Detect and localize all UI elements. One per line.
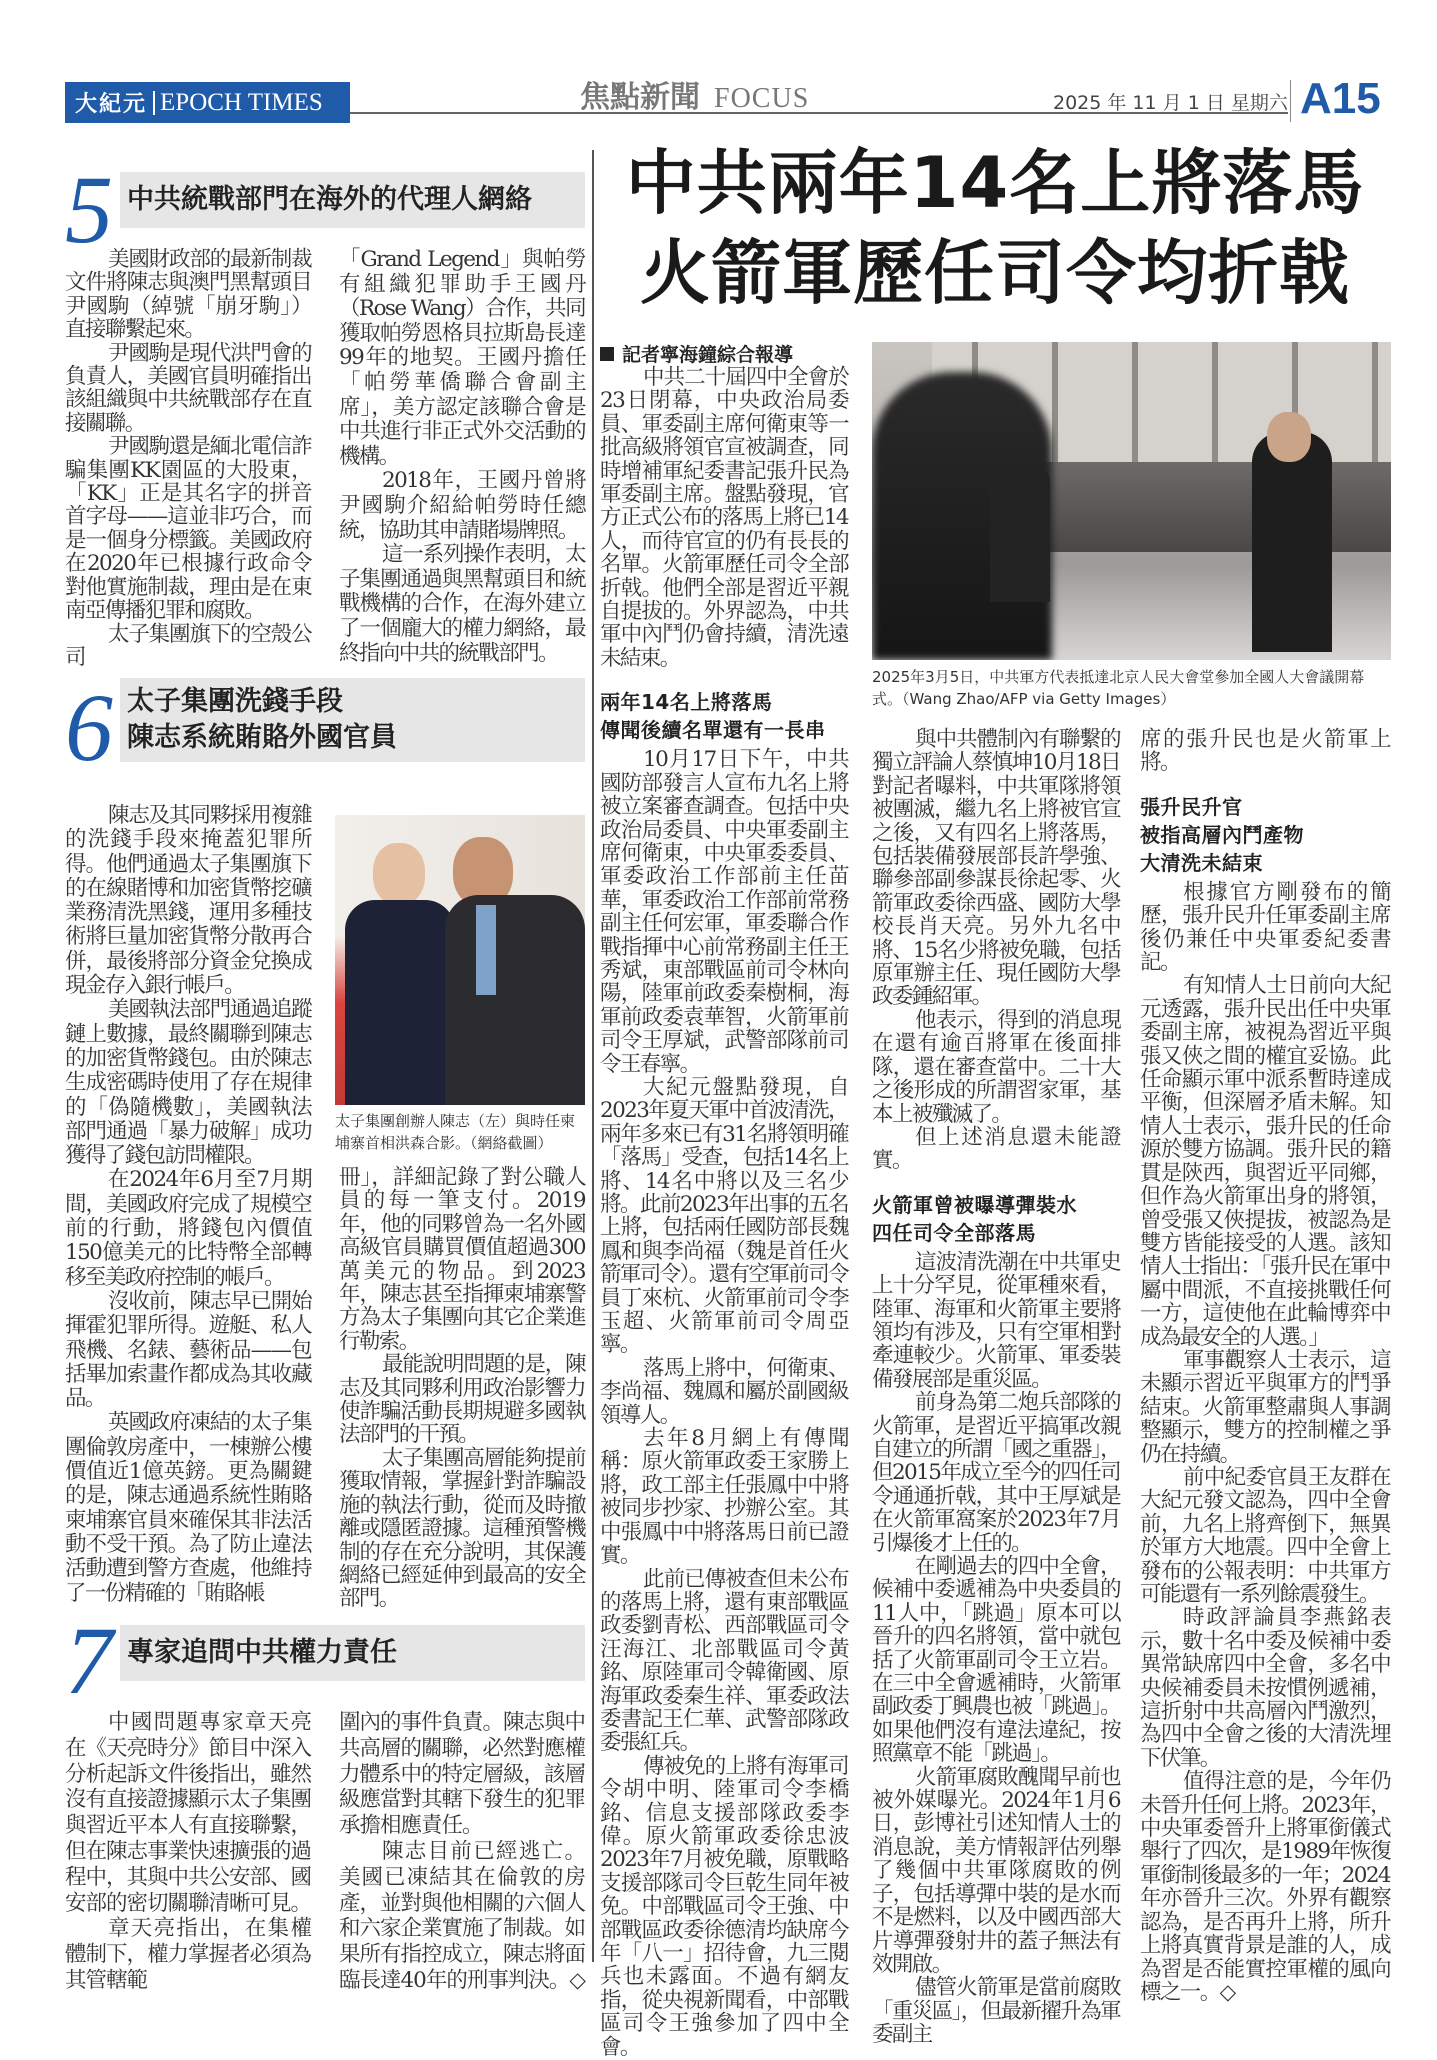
main-col3 [1140, 728, 1390, 2004]
square-bullet-icon [600, 347, 614, 361]
sec5-col1 [65, 248, 311, 669]
column-divider [592, 150, 594, 1962]
section-7-header [65, 1607, 585, 1714]
logo-divider [153, 91, 155, 115]
main-photo-caption: 2025年3月5日，中共軍方代表抵達北京人民大會堂參加全國人大會議開幕式。（Wang Zhao/AFP via Getty Images） [872, 668, 1365, 708]
photo-chen-zhi-hun-sen [335, 815, 585, 1105]
paragraph: 陳志目前已經逃亡。美國已凍結其在倫敦的房產，並對與他相關的六個人和六家企業實施了制裁。如果所有指控成立，陳志將面臨長達40年的刑事判決。◇ [339, 1838, 586, 1993]
paragraph: 中共二十屆四中全會於23日閉幕，中央政治局委員、軍委副主席何衛東等一批高級將領官宣被調查，同時增補軍紀委書記張升民為軍委副主席。盤點發現，官方正式公布的落馬上將已14人，而待官宣的仍有長長的名單。火箭軍歷任司令全部折戟。他們全部是習近平親自提拔的。外界認為，中共軍中內鬥仍會持續，清洗遠未結束。 [600, 365, 848, 671]
paragraph: 尹國駒是現代洪門會的負責人，美國官員明確指出該組織與中共統戰部存在直接關聯。 [65, 340, 311, 436]
paragraph: 最能說明問題的是，陳志及其同夥利用政治影響力使詐騙活動長期規避多國執法部門的干預。 [339, 1352, 585, 1448]
paragraph: 前身為第二炮兵部隊的火箭軍，是習近平搞軍改親自建立的所謂「國之重器」，但2015年成立至今的四任司令通通折戟，其中王厚斌是在火箭軍窩案於2023年7月引爆後才上任的。 [872, 1390, 1120, 1556]
section-title-cn: 焦點新聞 [580, 80, 700, 115]
section-number: 6 [65, 674, 113, 781]
main-headline [600, 138, 1390, 318]
paragraph: 這波清洗潮在中共軍史上十分罕見，從軍種來看，陸軍、海軍和火箭軍主要將領均有涉及，只有空軍相對牽連較少。火箭軍、軍委裝備發展部是重災區。 [872, 1249, 1120, 1392]
paragraph: 他表示，得到的消息現在還有逾百將軍在後面排隊，還在審查當中。二十大之後形成的所謂習家軍，基本上被殲滅了。 [872, 1007, 1120, 1127]
paragraph: 章天亮指出，在集權體制下，權力掌握者必須為其管轄範 [65, 1916, 312, 1993]
paragraph: 傳被免的上將有海軍司令胡中明、陸軍司令李橋銘、信息支援部隊政委李偉。原火箭軍政委徐忠波2023年7月被免職，原戰略支援部隊司令巨乾生同年被免。中部戰區司令王強、中部戰區政委徐德清均缺席今年「八一」招待會，九三閱兵也未露面。不過有網友指，從央視新聞看，中部戰區司令王強參加了四中全會。 [600, 1753, 848, 2060]
photo-caption: 太子集團創辦人陳志（左）與時任柬埔寨首相洪森合影。（網絡截圖） [335, 1112, 576, 1152]
masthead-logo [65, 82, 350, 123]
paragraph: 沒收前，陳志早已開始揮霍犯罪所得。遊艇、私人飛機、名錶、藝術品——包括畢加索畫作都成為其收藏品。 [65, 1288, 311, 1412]
paragraph: 火箭軍腐敗醜聞早前也被外媒曝光。2024年1月6日，彭博社引述知情人士的消息說，美方情報評估列舉了幾個中共軍隊腐敗的例子，包括導彈中裝的是水而不是燃料，以及中國西部大片導彈發射井的蓋子無法有效開啟。 [872, 1764, 1120, 1977]
paragraph: 大紀元盤點發現，自2023年夏天軍中首波清洗，兩年多來已有31名將領明確「落馬」受查，包括14名上將、14名中將以及三名少將。此前2023年出事的五名上將，包括兩任國防部長魏鳳和與李尚福（魏是首任火箭軍司令）。還有空軍前司令員丁來杭、火箭軍前司令李玉超、火箭軍前司令周亞寧。 [600, 1074, 848, 1358]
paragraph: 2018年，王國丹曾將尹國駒介紹給帕勞時任總統，協助其申請賭場牌照。 [339, 468, 585, 543]
paragraph: 時政評論員李燕銘表示，數十名中委及候補中委異常缺席四中全會，多名中央候補委員未按慣例遞補，這折射中共高層內鬥激烈，為四中全會之後的大清洗埋下伏筆。 [1140, 1605, 1390, 1771]
paragraph: 10月17日下午，中共國防部發言人宣布九名上將被立案審查調查。包括中央政治局委員、中央軍委副主席何衛東，中央軍委委員、軍委政治工作部前主任苗華，軍委政治工作部前常務副主任何宏軍，軍委聯合作戰指揮中心前常務副主任王秀斌，東部戰區前司令林向陽，陸軍前政委秦樹桐，海軍前政委袁華智，火箭軍前司令王厚斌，武警部隊前司令王春寧。 [600, 747, 848, 1077]
paragraph: 中國問題專家章天亮在《天亮時分》節目中深入分析起訴文件後指出，雖然沒有直接證據顯示太子集團與習近平本人有直接聯繫，但在陳志事業快速擴張的過程中，其與中共公安部、國安部的密切關聯清晰可見。 [65, 1710, 312, 1916]
photo-military-delegates [872, 342, 1391, 660]
paragraph: 圍內的事件負責。陳志與中共高層的關聯，必然對應權力體系中的特定層級，該層級應當對其轄下發生的犯罪承擔相應責任。 [339, 1710, 586, 1839]
main-col2 [872, 728, 1120, 2047]
paragraph: 根據官方剛發布的簡歷，張升民升任軍委副主席後仍兼任中央軍委紀委書記。 [1140, 879, 1390, 976]
headline-line1: 中共兩年14名上將落馬 [625, 142, 1365, 224]
paragraph: 儘管火箭軍是當前腐敗「重災區」，但最新擢升為軍委副主 [872, 1975, 1120, 2048]
paragraph: 「Grand Legend」與帕勞有組織犯罪助手王國丹（Rose Wang）合作，共同獲取帕勞恩格貝拉斯島長達99年的地契。王國丹擔任「帕勞華僑聯合會副主席」，美方認定該聯合會是中共進行非正式外交活動的機構。 [339, 247, 585, 469]
paragraph: 英國政府凍結的太子集團倫敦房產中，一棟辦公樓價值近1億英鎊。更為關鍵的是，陳志通過系統性賄賂柬埔寨官員來確保其非法活動不受干預。為了防止違法活動遭到警方查處，他維持了一份精確的「賄賂帳 [65, 1410, 311, 1606]
section-6-header [65, 674, 585, 781]
paragraph: 去年8月網上有傳聞稱：原火箭軍政委王家勝上將，政工部主任張鳳中中將被同步抄家、抄辦公室。其中張鳳中中將落馬日前已證實。 [600, 1426, 848, 1569]
paragraph: 此前已傳被查但未公布的落馬上將，還有東部戰區政委劉青松、西部戰區司令汪海江、北部戰區司令黃銘、原陸軍司令韓衛國、原海軍政委秦生祥、軍委政法委書記王仁華、武警部隊政委張紅兵。 [600, 1566, 848, 1756]
section-number: 5 [65, 156, 113, 263]
logo-english: EPOCH TIMES [160, 88, 323, 116]
section-title: 專家追問中共權力責任 [127, 1637, 397, 1668]
paragraph: 尹國駒還是緬北電信詐騙集團KK園區的大股東，「KK」正是其名字的拼音首字母——這並非巧合，而是一個身分標籤。美國政府在2020年已根據行政命令對他實施制裁，理由是在東南亞傳播犯罪和腐敗。 [65, 434, 311, 624]
sec7-col1 [65, 1710, 311, 1994]
issue-date: 2025 年 11 月 1 日 星期六 [1053, 92, 1288, 114]
headline-line2: 火箭軍歷任司令均折戟 [640, 232, 1350, 314]
paragraph: 前中紀委官員王友群在大紀元發文認為，四中全會前，九名上將齊倒下，無異於軍方大地震。四中全會上發布的公報表明：中共軍方可能還有一系列餘震發生。 [1140, 1464, 1390, 1607]
subheading: 張升民升官 被指高層內鬥產物 大清洗未結束 [1140, 794, 1304, 875]
section-title: 中共統戰部門在海外的代理人網絡 [127, 184, 532, 215]
paragraph: 軍事觀察人士表示，這未顯示習近平與軍方的鬥爭結束。火箭軍整肅與人事調整顯示，雙方的控制權之爭仍在持續。 [1140, 1347, 1390, 1467]
paragraph: 席的張升民也是火箭軍上將。 [1140, 727, 1390, 776]
paragraph: 值得注意的是，今年仍未晉升任何上將。2023年，中央軍委晉升上將軍銜儀式舉行了四次，是1989年恢復軍銜制後最多的一年；2024年亦晉升三次。外界有觀察認為，是否再升上將，所升上將真實背景是誰的人，成為習是否能實控軍權的風向標之一。◇ [1140, 1769, 1390, 2005]
byline [600, 340, 793, 367]
section-number: 7 [65, 1607, 113, 1714]
paragraph: 美國執法部門通過追蹤鏈上數據，最終關聯到陳志的加密貨幣錢包。由於陳志生成密碼時使用了存在規律的「偽隨機數」，美國執法部門通過「暴力破解」成功獲得了錢包訪問權限。 [65, 997, 311, 1169]
paragraph: 在剛過去的四中全會，候補中委遞補為中央委員的11人中，「跳過」原本可以晉升的四名將領，當中就包括了火箭軍副司令王立岩。在三中全會遞補時，火箭軍副政委丁興農也被「跳過」。如果他們沒有違法違紀，按照黨章不能「跳過」。 [872, 1554, 1120, 1767]
paragraph: 落馬上將中，何衛東、李尚福、魏鳳和屬於副國級領導人。 [600, 1355, 848, 1428]
page-number-divider [1290, 80, 1291, 122]
paragraph: 有知情人士日前向大紀元透露，張升民出任中央軍委副主席，被視為習近平與張又俠之間的權宜妥協。此任命顯示軍中派系暫時達成平衡，但深層矛盾未解。知情人士表示，張升民的任命源於雙方協調。張升民的籍貫是陝西，與習近平同鄉，但作為火箭軍出身的將領，曾受張又俠提拔，被認為是雙方皆能接受的人選。該知情人士指出：「張升民在軍中屬中間派，不直接挑戰任何一方，這使他在此輪博弈中成為最安全的人選。」 [1140, 973, 1390, 1350]
paragraph: 在2024年6月至7月期間，美國政府完成了規模空前的行動，將錢包內價值150億美元的比特幣全部轉移至美政府控制的帳戶。 [65, 1167, 311, 1290]
paragraph: 冊」，詳細記錄了對公職人員的每一筆支付。2019年，他的同夥曾為一名外國高級官員購買價值超過300萬美元的物品。到2023年，陳志甚至指揮柬埔寨警方為太子集團向其它企業進行勒索。 [339, 1165, 585, 1354]
section-title-en: FOCUS [714, 83, 810, 114]
subheading: 兩年14名上將落馬 傳聞後續名單還有一長串 [600, 690, 826, 743]
subheading: 火箭軍曾被曝導彈裝水 四任司令全部落馬 [872, 1192, 1077, 1245]
paragraph: 太子集團高層能夠提前獲取情報，掌握針對詐騙設施的執法行動，從而及時撤離或隱匿證據。這種預警機制的存在充分說明，其保護網絡已經延伸到最高的安全部門。 [339, 1445, 585, 1612]
sec5-col2 [339, 248, 585, 666]
paragraph: 太子集團旗下的空殼公司 [65, 621, 311, 670]
section-title [580, 72, 809, 116]
paragraph: 這一系列操作表明，太子集團通過與黑幫頭目和統戰機構的合作，在海外建立了一個龐大的權力網絡，最終指向中共的統戰部門。 [339, 542, 585, 666]
sec6-col2 [339, 1166, 585, 1611]
logo-chinese: 大紀元 [75, 91, 148, 116]
page-number: A15 [1300, 74, 1381, 123]
main-col1 [600, 366, 848, 2059]
byline-text: 記者寧海鐘綜合報導 [622, 344, 794, 366]
sec7-col2 [339, 1710, 585, 1994]
section-title-line2: 陳志系統賄賂外國官員 [127, 722, 397, 753]
paragraph: 與中共體制內有聯繫的獨立評論人蔡慎坤10月18日對記者曝料，中共軍隊將領被團滅，繼九名上將被官宣之後，又有四名上將落馬，包括裝備發展部長許學強、聯參部副參謀長徐起零、火箭軍政委徐西盛、國防大學校長肖天亮。另外九名中將、15名少將被免職，包括原軍辦主任、現任國防大學政委鍾紹軍。 [872, 727, 1120, 1010]
paragraph: 但上述消息還未能證實。 [872, 1124, 1120, 1174]
section-title-line1: 太子集團洗錢手段 [127, 686, 343, 717]
paragraph: 美國財政部的最新制裁文件將陳志與澳門黑幫頭目尹國駒（綽號「崩牙駒」）直接聯繫起來。 [65, 247, 311, 343]
section-5-header [65, 156, 585, 263]
sec6-col1 [65, 804, 311, 1606]
paragraph: 陳志及其同夥採用複雜的洗錢手段來掩蓋犯罪所得。他們通過太子集團旗下的在線賭博和加密貨幣挖礦業務清洗黑錢，運用多種技術將巨量加密貨幣分散再合併，最後將部分資金兌換成現金存入銀行帳戶。 [65, 803, 311, 999]
